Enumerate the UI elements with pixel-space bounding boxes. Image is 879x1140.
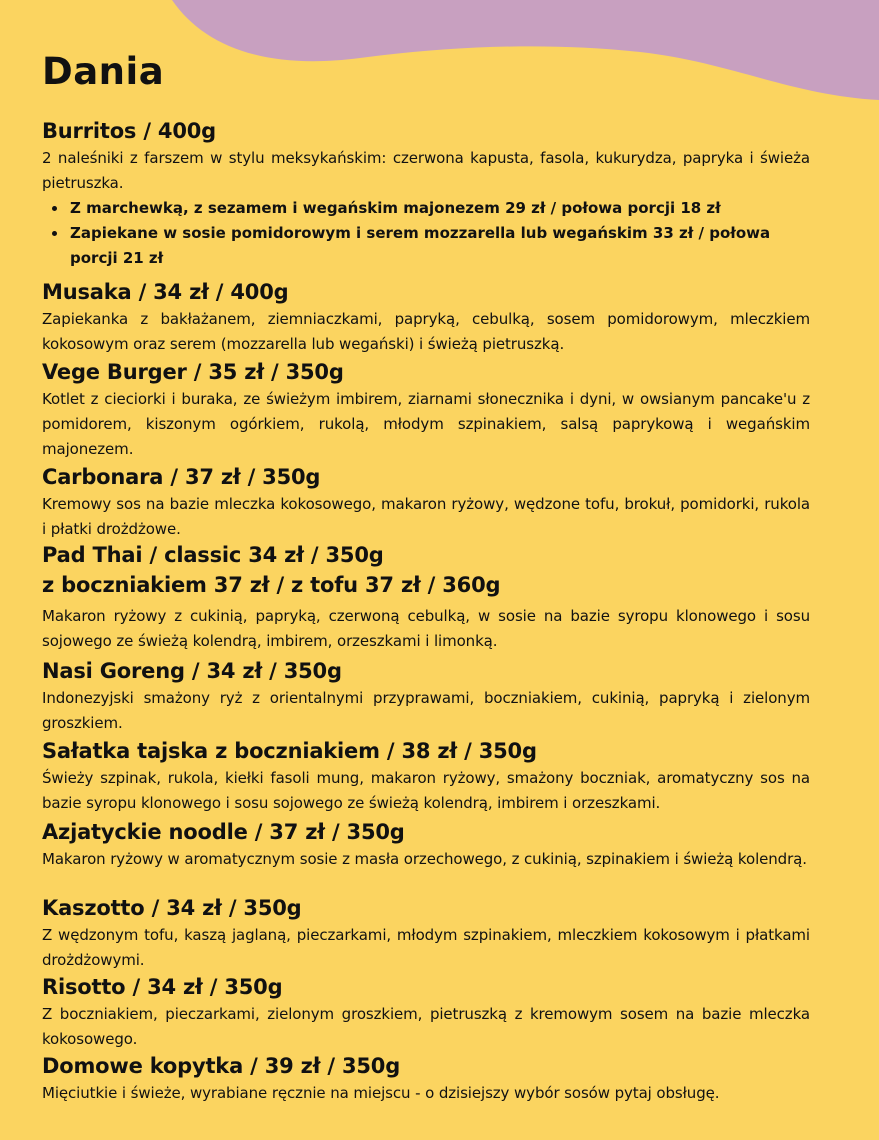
item-description: 2 naleśniki z farszem w stylu meksykańskim: czerwona kapusta, fasola, kukurydza, papryka i świeża pietruszka. (42, 149, 810, 192)
menu-item-burritos (42, 116, 810, 271)
menu-item-carbonara (42, 462, 810, 542)
menu-item-nasi-goreng (42, 656, 810, 736)
menu-item-domowe-kopytka (42, 1051, 810, 1106)
item-title-line-1: Pad Thai / classic 34 zł / 350g (42, 543, 384, 567)
item-title: Nasi Goreng / 34 zł / 350g (42, 659, 342, 683)
item-title: Carbonara / 37 zł / 350g (42, 465, 321, 489)
menu-item-azjatyckie-noodle (42, 817, 810, 872)
item-title: Azjatyckie noodle / 37 zł / 350g (42, 820, 405, 844)
item-description: Z wędzonym tofu, kaszą jaglaną, pieczarkami, młodym szpinakiem, mleczkiem kokosowym i płatkami drożdżowymi. (42, 926, 810, 969)
item-title (42, 540, 810, 600)
page-title: Dania (42, 50, 165, 93)
item-description: Makaron ryżowy z cukinią, papryką, czerwoną cebulką, w sosie na bazie syropu klonowego i sosu sojowego ze świeżą kolendrą, imbirem, orzeszkami i limonką. (42, 607, 810, 650)
item-options-list (42, 196, 810, 271)
item-description: Mięciutkie i świeże, wyrabiane ręcznie na miejscu - o dzisiejszy wybór sosów pytaj obsługę. (42, 1084, 720, 1102)
item-description: Zapiekanka z bakłażanem, ziemniaczkami, papryką, cebulką, sosem pomidorowym, mleczkiem kokosowym oraz serem (mozzarella lub wegański) i świeżą pietruszką. (42, 310, 810, 353)
menu-item-musaka (42, 277, 810, 357)
menu-item-vege-burger (42, 357, 810, 462)
item-title-line-2: z boczniakiem 37 zł / z tofu 37 zł / 360g (42, 573, 501, 597)
item-option: • Z marchewką, z sezamem i wegańskim majonezem 29 zł / połowa porcji 18 zł (68, 196, 810, 221)
item-description: Kotlet z cieciorki i buraka, ze świeżym imbirem, ziarnami słonecznika i dyni, w owsianym pancake'u z pomidorem, kiszonym ogórkiem, rukolą, młodym szpinakiem, salsą paprykową i wegańskim majonezem. (42, 390, 810, 458)
item-title: Domowe kopytka / 39 zł / 350g (42, 1054, 401, 1078)
item-description: Kremowy sos na bazie mleczka kokosowego, makaron ryżowy, wędzone tofu, brokuł, pomidorki, rukola i płatki drożdżowe. (42, 495, 810, 538)
item-title: Risotto / 34 zł / 350g (42, 975, 283, 999)
item-description: Z boczniakiem, pieczarkami, zielonym groszkiem, pietruszką z kremowym sosem na bazie mleczka kokosowego. (42, 1005, 810, 1048)
item-title: Musaka / 34 zł / 400g (42, 280, 289, 304)
item-title: Sałatka tajska z boczniakiem / 38 zł / 350g (42, 739, 537, 763)
item-title: Burritos / 400g (42, 119, 216, 143)
item-description: Świeży szpinak, rukola, kiełki fasoli mung, makaron ryżowy, smażony boczniak, aromatyczny sos na bazie syropu klonowego i sosu sojowego ze świeżą kolendrą, imbirem i orzeszkami. (42, 769, 810, 812)
item-title: Vege Burger / 35 zł / 350g (42, 360, 344, 384)
item-title: Kaszotto / 34 zł / 350g (42, 896, 302, 920)
menu-item-kaszotto (42, 893, 810, 973)
menu-item-salatka-tajska (42, 736, 810, 816)
menu-item-pad-thai (42, 540, 810, 654)
item-description: Makaron ryżowy w aromatycznym sosie z masła orzechowego, z cukinią, szpinakiem i świeżą kolendrą. (42, 850, 807, 868)
menu-item-risotto (42, 972, 810, 1052)
item-option: • Zapiekane w sosie pomidorowym i serem mozzarella lub wegańskim 33 zł / połowa porcji 21 zł (68, 221, 810, 271)
item-description: Indonezyjski smażony ryż z orientalnymi przyprawami, boczniakiem, cukinią, papryką i zielonym groszkiem. (42, 689, 810, 732)
